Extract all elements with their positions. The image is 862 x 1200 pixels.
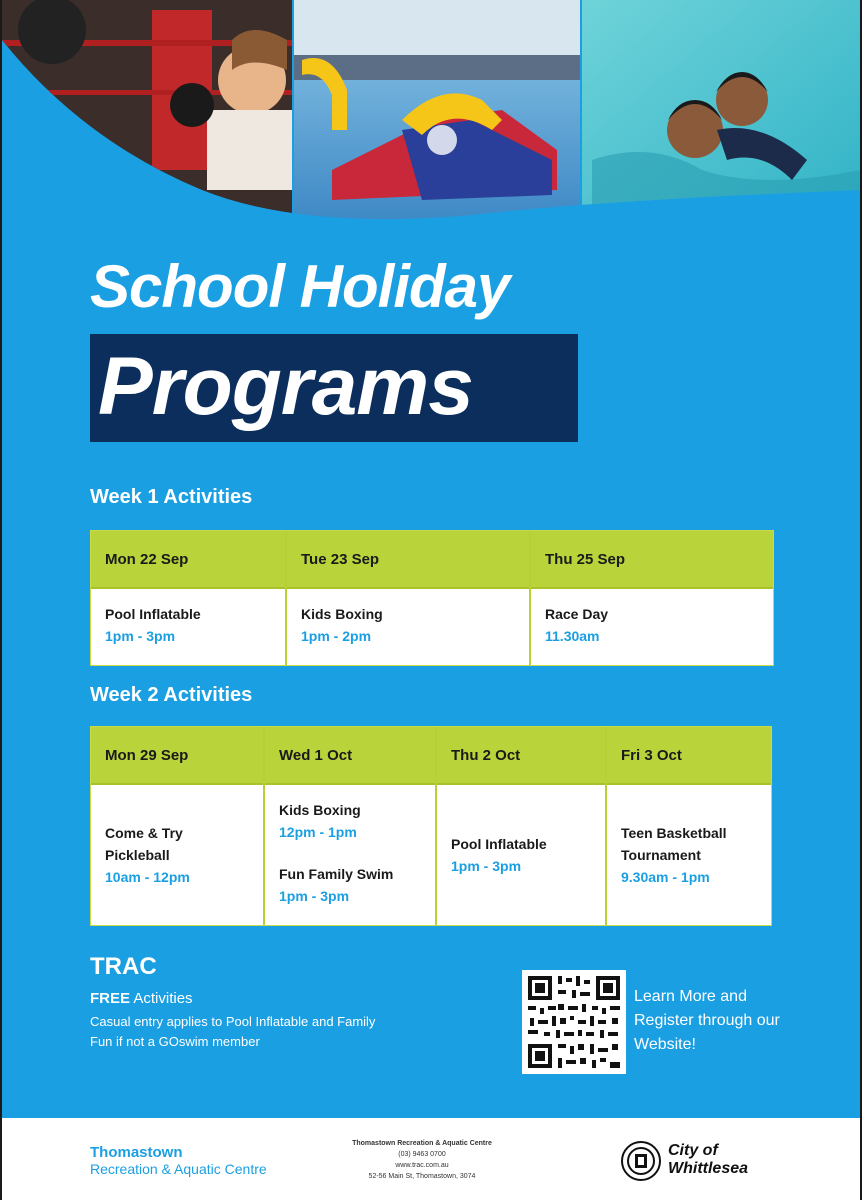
day-header: Mon 29 Sep (91, 727, 263, 785)
footer (2, 1118, 860, 1200)
council-line-2: Whittlesea (668, 1160, 749, 1177)
day-header: Thu 25 Sep (531, 531, 773, 589)
activity-time: 1pm - 3pm (105, 628, 176, 644)
activity-name: Come & Try Pickleball (105, 825, 183, 863)
activity-name: Kids Boxing (279, 802, 361, 818)
activity-time: 11.30am (545, 628, 600, 644)
venue-short-name: TRAC (90, 953, 157, 980)
council-crest-icon (620, 1140, 662, 1182)
week2-heading: Week 2 Activities (90, 684, 253, 706)
council-logo-text (668, 1142, 748, 1178)
week1-schedule-table (90, 530, 774, 666)
day-activities (91, 589, 285, 665)
day-header: Tue 23 Sep (287, 531, 529, 589)
day-column (531, 531, 773, 665)
title-line-1: School Holiday (90, 253, 510, 320)
free-rest: Activities (133, 990, 193, 1007)
council-logo (620, 1140, 770, 1184)
activity-time: 10am - 12pm (105, 869, 190, 885)
footer-contact-name: Thomastown Recreation & Aquatic Centre (352, 1140, 492, 1147)
activity-time: 9.30am - 1pm (621, 869, 710, 885)
free-activities-label (90, 990, 193, 1007)
day-column (287, 531, 531, 665)
activity-time: 1pm - 3pm (451, 858, 522, 874)
day-header: Fri 3 Oct (607, 727, 771, 785)
qr-code[interactable] (522, 970, 626, 1074)
activity-time: 12pm - 1pm (279, 824, 357, 840)
footer-venue-subtitle: Recreation & Aquatic Centre (90, 1161, 267, 1177)
activity-time: 1pm - 3pm (279, 888, 350, 904)
footer-website[interactable]: www.trac.com.au (395, 1162, 449, 1169)
day-activities (91, 785, 263, 925)
day-activities (607, 785, 771, 925)
casual-entry-note: Casual entry applies to Pool Inflatable and Family Fun if not a GOswim member (90, 1014, 376, 1049)
footer-contact-block (302, 1138, 542, 1182)
day-activities (265, 785, 435, 925)
footer-address: 52-56 Main St, Thomastown, 3074 (368, 1173, 476, 1180)
day-activities (287, 589, 529, 665)
activity-name: Fun Family Swim (279, 866, 394, 882)
council-line-1: City of (668, 1142, 718, 1159)
day-column (265, 727, 437, 925)
free-word: FREE (90, 990, 131, 1007)
week1-heading: Week 1 Activities (90, 486, 253, 508)
day-column (91, 531, 287, 665)
day-column (91, 727, 265, 925)
footer-phone: (03) 9463 0700 (398, 1151, 446, 1158)
footer-venue-name: Thomastown (90, 1144, 183, 1161)
activity-name: Pool Inflatable (451, 836, 547, 852)
activity-name: Race Day (545, 606, 609, 622)
activity-name: Teen Basketball Tournament (621, 825, 727, 863)
learn-more-cta: Learn More and Register through our Website! (634, 988, 780, 1053)
flyer-page (2, 0, 860, 1200)
day-activities (531, 589, 773, 665)
activity-time: 1pm - 2pm (301, 628, 372, 644)
week2-schedule-table (90, 726, 772, 926)
day-header: Wed 1 Oct (265, 727, 435, 785)
day-header: Thu 2 Oct (437, 727, 605, 785)
header-photos (2, 0, 860, 230)
day-activities (437, 785, 605, 925)
day-header: Mon 22 Sep (91, 531, 285, 589)
day-column (607, 727, 771, 925)
title-line-2: Programs (98, 341, 473, 432)
activity-name: Kids Boxing (301, 606, 383, 622)
activity-name: Pool Inflatable (105, 606, 201, 622)
day-column (437, 727, 607, 925)
